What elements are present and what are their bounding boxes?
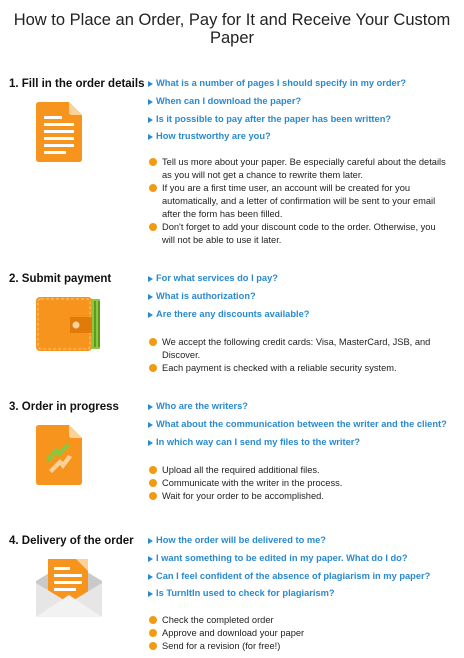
note-item	[148, 182, 448, 221]
note-text: Send for a revision (for free!)	[162, 641, 281, 651]
note-item	[148, 362, 448, 375]
faq-links	[147, 273, 309, 326]
faq-links	[147, 401, 447, 454]
note-item	[148, 490, 448, 503]
page-title: How to Place an Order, Pay for It and Receive Your Custom Paper	[13, 11, 451, 47]
section-title: 1. Fill in the order details	[9, 78, 145, 90]
bullet-dot-icon	[149, 642, 157, 650]
document-icon	[36, 102, 82, 162]
note-item	[148, 221, 448, 247]
note-text: Check the completed order	[162, 615, 274, 625]
bullet-dot-icon	[149, 158, 157, 166]
bullet-dot-icon	[149, 492, 157, 500]
note-text: Wait for your order to be accomplished.	[162, 491, 324, 501]
bullet-dot-icon	[149, 223, 157, 231]
note-text: We accept the following credit cards: Visa, MasterCard, JSB, and Discover.	[162, 337, 431, 360]
note-text: Tell us more about your paper. Be especially careful about the details as you will not get a chance to rewrite them later.	[162, 157, 446, 180]
wallet-icon	[36, 295, 102, 353]
note-text: Communicate with the writer in the process.	[162, 478, 343, 488]
refresh-document-icon	[36, 425, 82, 485]
bullet-dot-icon	[149, 479, 157, 487]
faq-links	[147, 78, 406, 149]
faq-link[interactable]: For what services do I pay?	[147, 273, 309, 291]
faq-link[interactable]: What about the communication between the writer and the client?	[147, 419, 447, 437]
faq-link[interactable]: I want something to be edited in my paper. What do I do?	[147, 553, 430, 571]
bullet-dot-icon	[149, 629, 157, 637]
faq-link[interactable]: How trustworthy are you?	[147, 131, 406, 149]
note-text: Upload all the required additional files.	[162, 465, 320, 475]
bullet-dot-icon	[149, 364, 157, 372]
note-item	[148, 156, 448, 182]
notes-list	[148, 464, 448, 503]
bullet-dot-icon	[149, 616, 157, 624]
section-title: 2. Submit payment	[9, 273, 112, 285]
note-text: Approve and download your paper	[162, 628, 305, 638]
notes-list	[148, 156, 448, 247]
faq-link[interactable]: In which way can I send my files to the writer?	[147, 437, 447, 455]
section-title: 4. Delivery of the order	[9, 535, 134, 547]
notes-list	[148, 336, 448, 375]
note-item	[148, 464, 448, 477]
note-item	[148, 627, 448, 640]
faq-link[interactable]: Is TurnItIn used to check for plagiarism?	[147, 588, 430, 606]
faq-link[interactable]: What is a number of pages I should specify in my order?	[147, 78, 406, 96]
note-item	[148, 477, 448, 490]
note-text: Don't forget to add your discount code to the order. Otherwise, you will not be able to use it later.	[162, 222, 436, 245]
faq-links	[147, 535, 430, 606]
faq-link[interactable]: Who are the writers?	[147, 401, 447, 419]
bullet-dot-icon	[149, 184, 157, 192]
faq-link[interactable]: What is authorization?	[147, 291, 309, 309]
faq-link[interactable]: Can I feel confident of the absence of plagiarism in my paper?	[147, 571, 430, 589]
faq-link[interactable]: Is it possible to pay after the paper has been written?	[147, 114, 406, 132]
bullet-dot-icon	[149, 466, 157, 474]
faq-link[interactable]: How the order will be delivered to me?	[147, 535, 430, 553]
notes-list	[148, 614, 448, 653]
section-title: 3. Order in progress	[9, 401, 119, 413]
faq-link[interactable]: When can I download the paper?	[147, 96, 406, 114]
bullet-dot-icon	[149, 338, 157, 346]
note-item	[148, 640, 448, 653]
note-item	[148, 614, 448, 627]
note-item	[148, 336, 448, 362]
faq-link[interactable]: Are there any discounts available?	[147, 309, 309, 327]
note-text: Each payment is checked with a reliable security system.	[162, 363, 397, 373]
note-text: If you are a first time user, an account will be created for you automatically, and a letter of confirmation will be sent to your email after the form has been filled.	[162, 183, 436, 219]
envelope-icon	[36, 557, 102, 617]
